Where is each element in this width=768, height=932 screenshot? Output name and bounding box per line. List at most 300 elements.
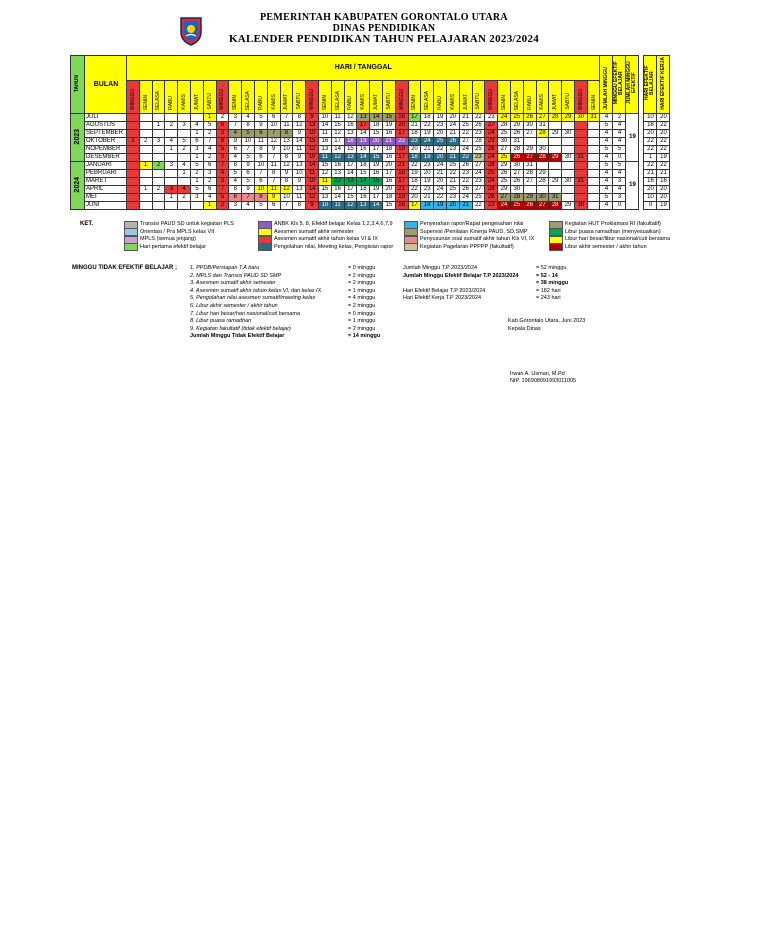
sum-cell: 4 [613, 138, 626, 146]
day-header: JUMAT [280, 80, 293, 113]
date-cell: 12 [344, 202, 357, 210]
date-cell [178, 114, 191, 122]
date-cell: 10 [318, 114, 331, 122]
date-cell: 29 [498, 186, 511, 194]
date-cell: 23 [472, 154, 485, 162]
date-cell: 20 [434, 178, 447, 186]
date-cell: 22 [459, 130, 472, 138]
date-cell: 3 [216, 130, 229, 138]
date-cell: 1 [127, 138, 140, 146]
date-cell: 22 [446, 170, 459, 178]
date-cell: 24 [485, 154, 498, 162]
date-cell [127, 194, 140, 202]
date-cell: 28 [485, 186, 498, 194]
legend-column-1 [124, 221, 234, 251]
date-cell: 28 [498, 122, 511, 130]
minggu-item: 9. Kegiatan fakultatif (tidak efektif belajar) [190, 325, 291, 332]
sum-cell: 20 [644, 186, 657, 194]
date-cell: 26 [510, 130, 523, 138]
date-cell: 11 [318, 130, 331, 138]
date-cell: 4 [178, 186, 191, 194]
date-cell: 23 [485, 202, 498, 210]
date-cell: 7 [280, 202, 293, 210]
sum-cell: 4 [600, 138, 613, 146]
date-cell [574, 186, 587, 194]
legend-item [404, 236, 534, 244]
day-header: RABU [434, 80, 447, 113]
date-cell [562, 186, 575, 194]
minggu-list [190, 265, 321, 341]
date-cell: 27 [523, 130, 536, 138]
date-cell: 11 [267, 186, 280, 194]
date-cell: 31 [549, 194, 562, 202]
date-cell: 29 [498, 162, 511, 170]
day-header: RABU [523, 80, 536, 113]
date-cell: 8 [280, 178, 293, 186]
date-cell: 26 [510, 154, 523, 162]
date-cell: 16 [382, 154, 395, 162]
header-line-2: DINAS PENDIDIKAN [332, 23, 436, 34]
date-cell: 1 [152, 122, 165, 130]
date-cell: 27 [485, 122, 498, 130]
date-cell: 1 [139, 186, 152, 194]
date-cell: 21 [408, 122, 421, 130]
date-cell: 18 [357, 186, 370, 194]
date-cell: 23 [459, 170, 472, 178]
date-cell [587, 194, 600, 202]
date-cell: 24 [459, 194, 472, 202]
header-line-3: KALENDER PENDIDIKAN TAHUN PELAJARAN 2023/2024 [228, 33, 540, 45]
date-cell [190, 114, 203, 122]
date-cell: 31 [536, 122, 549, 130]
date-cell: 22 [408, 186, 421, 194]
date-cell: 18 [408, 154, 421, 162]
date-cell: 9 [293, 154, 306, 162]
date-cell [549, 122, 562, 130]
date-cell: 16 [331, 186, 344, 194]
minggu-value: = 1 minggu [348, 318, 376, 325]
date-cell [139, 170, 152, 178]
date-cell: 13 [344, 178, 357, 186]
table-row [71, 202, 670, 210]
date-cell: 20 [382, 162, 395, 170]
day-header: SELASA [152, 80, 165, 113]
date-cell: 25 [485, 170, 498, 178]
date-cell: 26 [459, 186, 472, 194]
date-cell: 6 [203, 162, 216, 170]
date-cell: 14 [357, 154, 370, 162]
legend-column-2 [258, 221, 393, 251]
date-cell: 29 [523, 194, 536, 202]
date-cell: 3 [190, 194, 203, 202]
legend-item [258, 221, 393, 229]
date-cell: 24 [446, 122, 459, 130]
date-cell [127, 154, 140, 162]
date-cell: 12 [306, 194, 319, 202]
date-cell: 1 [190, 130, 203, 138]
date-cell: 31 [510, 138, 523, 146]
date-cell: 16 [344, 122, 357, 130]
date-cell [152, 170, 165, 178]
date-cell: 2 [203, 130, 216, 138]
date-cell: 6 [203, 186, 216, 194]
day-header: SABTU [203, 80, 216, 113]
date-cell: 30 [562, 154, 575, 162]
date-cell: 12 [293, 122, 306, 130]
date-cell: 3 [216, 178, 229, 186]
date-cell: 28 [485, 162, 498, 170]
month-name: AGUSTUS [85, 122, 127, 130]
date-cell: 2 [152, 186, 165, 194]
date-cell: 13 [344, 154, 357, 162]
minggu-item: 7. Libur hari besar/hari nasional/cuti bersama [190, 310, 301, 317]
date-cell: 18 [344, 138, 357, 146]
day-header: KAMIS [267, 80, 280, 113]
date-cell: 9 [267, 194, 280, 202]
date-cell: 26 [523, 202, 536, 210]
date-cell: 4 [203, 146, 216, 154]
date-cell [178, 130, 191, 138]
date-cell [523, 186, 536, 194]
summary-values [536, 265, 568, 303]
sum-cell: 20 [657, 194, 670, 202]
date-cell: 3 [229, 202, 242, 210]
day-header: SELASA [421, 80, 434, 113]
date-cell: 19 [395, 146, 408, 154]
date-cell: 2 [152, 162, 165, 170]
date-cell: 15 [370, 130, 383, 138]
date-cell: 14 [357, 130, 370, 138]
date-cell: 9 [293, 178, 306, 186]
date-cell: 9 [242, 186, 255, 194]
date-cell: 30 [562, 130, 575, 138]
legend-item [124, 221, 234, 229]
summary-value: = 52 - 14 [536, 272, 558, 279]
legend-swatch [549, 243, 563, 251]
date-cell: 7 [267, 178, 280, 186]
date-cell: 9 [280, 170, 293, 178]
date-cell: 14 [306, 162, 319, 170]
legend-text: Kegiatan HUT Proklamasi RI (fakultatif) [565, 221, 661, 228]
date-cell: 1 [139, 162, 152, 170]
date-cell: 20 [370, 138, 383, 146]
date-cell: 10 [242, 138, 255, 146]
date-cell: 17 [395, 130, 408, 138]
date-cell [178, 154, 191, 162]
date-cell: 20 [446, 202, 459, 210]
ket-label: KET. [80, 221, 94, 227]
day-header: KAMIS [357, 80, 370, 113]
date-cell: 7 [267, 130, 280, 138]
minggu-values [348, 265, 380, 341]
minggu-value: = 2 minggu [348, 302, 376, 309]
date-cell: 24 [485, 178, 498, 186]
sum-cell: 4 [613, 170, 626, 178]
date-cell: 29 [562, 114, 575, 122]
date-cell: 1 [203, 202, 216, 210]
date-cell: 15 [306, 138, 319, 146]
date-cell [139, 130, 152, 138]
sum-cell: 4 [613, 122, 626, 130]
date-cell: 11 [267, 162, 280, 170]
date-cell: 25 [472, 146, 485, 154]
date-cell [165, 202, 178, 210]
date-cell: 28 [549, 202, 562, 210]
date-cell: 1 [203, 114, 216, 122]
date-cell: 15 [344, 146, 357, 154]
date-cell [587, 146, 600, 154]
date-cell [127, 202, 140, 210]
date-cell: 24 [421, 138, 434, 146]
summary-value: = 52 minggu [536, 265, 567, 271]
date-cell: 9 [306, 114, 319, 122]
sum-cell: 0 [613, 154, 626, 162]
date-cell: 14 [331, 146, 344, 154]
minggu-value: = 0 minggu [348, 265, 376, 271]
date-cell [574, 130, 587, 138]
date-cell: 27 [523, 178, 536, 186]
date-cell [562, 138, 575, 146]
legend-item [404, 221, 534, 229]
day-header: KAMIS [178, 80, 191, 113]
sum-cell: 22 [657, 138, 670, 146]
minggu-value: = 4 minggu [348, 295, 376, 302]
date-cell: 20 [421, 170, 434, 178]
date-cell [549, 146, 562, 154]
date-cell: 5 [254, 202, 267, 210]
date-cell: 20 [408, 146, 421, 154]
sum-cell: 20 [644, 130, 657, 138]
legend-item [258, 244, 393, 252]
day-header: KAMIS [536, 80, 549, 113]
date-cell: 20 [408, 194, 421, 202]
date-cell: 26 [523, 114, 536, 122]
sum-cell: 16 [644, 178, 657, 186]
day-header: JUMAT [190, 80, 203, 113]
date-cell: 18 [421, 114, 434, 122]
date-cell: 17 [344, 162, 357, 170]
sum-cell: 19 [657, 154, 670, 162]
date-cell: 13 [318, 146, 331, 154]
day-header: RABU [344, 80, 357, 113]
date-cell [127, 146, 140, 154]
date-cell: 27 [510, 170, 523, 178]
summary-label: Hari Efektif Kerja T.P 2023/2024 [403, 295, 482, 302]
date-cell: 4 [229, 178, 242, 186]
sum-cell: 4 [600, 202, 613, 210]
date-cell: 7 [216, 186, 229, 194]
date-cell: 24 [498, 202, 511, 210]
table-row [71, 170, 670, 178]
date-cell: 17 [395, 154, 408, 162]
date-cell: 8 [293, 114, 306, 122]
minggu-value: = 2 minggu [348, 325, 376, 332]
sum-cell: 4 [600, 114, 613, 122]
sum-cell: 3 [613, 178, 626, 186]
date-cell: 30 [498, 138, 511, 146]
date-cell [139, 178, 152, 186]
year-cell: 2023 [71, 114, 85, 162]
date-cell: 19 [434, 202, 447, 210]
date-cell: 25 [446, 186, 459, 194]
month-name: SEPTEMBER [85, 130, 127, 138]
date-cell: 14 [331, 194, 344, 202]
date-cell: 22 [459, 154, 472, 162]
date-cell: 8 [280, 130, 293, 138]
calendar-table [70, 55, 670, 210]
day-header: JUMAT [370, 80, 383, 113]
date-cell: 22 [395, 138, 408, 146]
date-cell: 4 [242, 114, 255, 122]
date-cell: 29 [549, 130, 562, 138]
date-cell [574, 162, 587, 170]
date-cell: 22 [434, 146, 447, 154]
date-cell: 30 [536, 146, 549, 154]
date-cell: 19 [421, 154, 434, 162]
date-cell: 3 [178, 122, 191, 130]
date-cell: 28 [536, 154, 549, 162]
legend-text: Kegiatan Pagelaran PPPPP (fakultatif) [420, 243, 514, 250]
sign-role: Kepala Dinas [508, 326, 541, 332]
date-cell: 8 [229, 162, 242, 170]
legend-text: Libur puasa ramadhan (menyesuaikan) [565, 228, 661, 235]
date-cell: 12 [331, 130, 344, 138]
date-cell [562, 146, 575, 154]
month-name: MEI [85, 194, 127, 202]
date-cell: 27 [498, 194, 511, 202]
date-cell: 23 [446, 146, 459, 154]
date-cell: 6 [190, 138, 203, 146]
date-cell: 5 [190, 186, 203, 194]
day-header: SENIN [408, 80, 421, 113]
date-cell: 12 [318, 170, 331, 178]
date-cell: 25 [498, 178, 511, 186]
date-cell: 4 [229, 154, 242, 162]
date-cell: 22 [472, 202, 485, 210]
minggu-value: = 2 minggu [348, 280, 376, 287]
date-cell [127, 186, 140, 194]
date-cell: 22 [434, 194, 447, 202]
date-cell: 22 [421, 122, 434, 130]
date-cell: 1 [165, 194, 178, 202]
date-cell: 10 [280, 146, 293, 154]
date-cell: 27 [523, 154, 536, 162]
date-cell: 28 [510, 194, 523, 202]
minggu-item: 6. Libur akhir semester / akhir tahun [190, 302, 278, 309]
sum-header: HARI EFEKTIF KERJA [657, 56, 670, 114]
date-cell: 29 [549, 178, 562, 186]
date-cell: 10 [293, 170, 306, 178]
date-cell: 25 [510, 202, 523, 210]
summary-value: = 243 hari [536, 295, 561, 302]
date-cell [127, 170, 140, 178]
minggu-item: 3. Asesmen sumatif akhir semester [190, 280, 276, 287]
minggu-item: 2. MPLS dan Transisi PAUD SD SMP [190, 272, 282, 279]
date-cell: 8 [254, 194, 267, 202]
date-cell: 26 [485, 194, 498, 202]
table-row [71, 186, 670, 194]
date-cell [549, 186, 562, 194]
date-cell [574, 146, 587, 154]
date-cell [152, 146, 165, 154]
date-cell [152, 178, 165, 186]
date-cell: 18 [408, 130, 421, 138]
minggu-title: MINGGU TIDAK EFEKTIF BELAJAR ; [72, 265, 177, 271]
date-cell: 14 [318, 122, 331, 130]
day-header: JUMAT [459, 80, 472, 113]
date-cell: 27 [536, 202, 549, 210]
day-header: MINGGU [574, 80, 587, 113]
date-cell: 27 [498, 146, 511, 154]
date-cell: 8 [216, 138, 229, 146]
header-line-1: PEMERINTAH KABUPATEN GORONTALO UTARA [260, 12, 508, 23]
date-cell [127, 122, 140, 130]
date-cell: 28 [510, 146, 523, 154]
date-cell [536, 162, 549, 170]
legend-item [549, 221, 670, 229]
date-cell: 2 [139, 138, 152, 146]
date-cell: 28 [536, 130, 549, 138]
legend-swatch [258, 243, 272, 251]
legend-item [258, 236, 393, 244]
date-cell: 5 [216, 194, 229, 202]
sum-cell: 3 [613, 194, 626, 202]
sum-cell: 19 [657, 202, 670, 210]
document-header [0, 12, 768, 45]
date-cell: 5 [216, 146, 229, 154]
date-cell: 19 [370, 186, 383, 194]
date-cell: 4 [190, 122, 203, 130]
minggu-total-value: = 14 minggu [348, 333, 381, 340]
sum-cell: 4 [600, 186, 613, 194]
sum-cell: 5 [600, 162, 613, 170]
minggu-item: 5. Pengolahan nilai asesmen sumatif/meeting kelas [190, 295, 316, 302]
legend-text: Libur akhir semester / akhir tahun [565, 243, 647, 250]
day-header: MINGGU [216, 80, 229, 113]
date-cell: 5 [242, 130, 255, 138]
legend-text: Pengolahan nilai, Meeting kelas, Pengisian rapor [274, 243, 394, 250]
date-cell: 28 [536, 178, 549, 186]
date-cell: 15 [318, 162, 331, 170]
date-cell: 4 [203, 194, 216, 202]
date-cell: 11 [306, 170, 319, 178]
date-cell: 24 [434, 162, 447, 170]
summary-label: Jumlah Minggu Efektif Belajar T.P 2023/2024 [403, 272, 519, 279]
legend-swatch [404, 243, 418, 251]
date-cell: 17 [370, 146, 383, 154]
date-cell: 2 [203, 154, 216, 162]
date-cell: 18 [421, 202, 434, 210]
date-cell: 22 [408, 162, 421, 170]
sum-cell: 4 [600, 170, 613, 178]
date-cell: 22 [459, 178, 472, 186]
legend-column-3 [404, 221, 534, 251]
date-cell: 19 [421, 130, 434, 138]
date-cell: 2 [178, 146, 191, 154]
date-cell: 6 [254, 178, 267, 186]
legend-item [124, 236, 234, 244]
date-cell [523, 138, 536, 146]
sum-cell: 4 [600, 178, 613, 186]
minggu-item: 8. Libur puasa ramadhan [190, 318, 252, 325]
date-cell: 16 [357, 194, 370, 202]
date-cell: 15 [382, 114, 395, 122]
date-cell: 27 [459, 138, 472, 146]
date-cell [139, 202, 152, 210]
date-cell: 21 [382, 138, 395, 146]
date-cell: 25 [434, 138, 447, 146]
date-cell: 14 [344, 170, 357, 178]
